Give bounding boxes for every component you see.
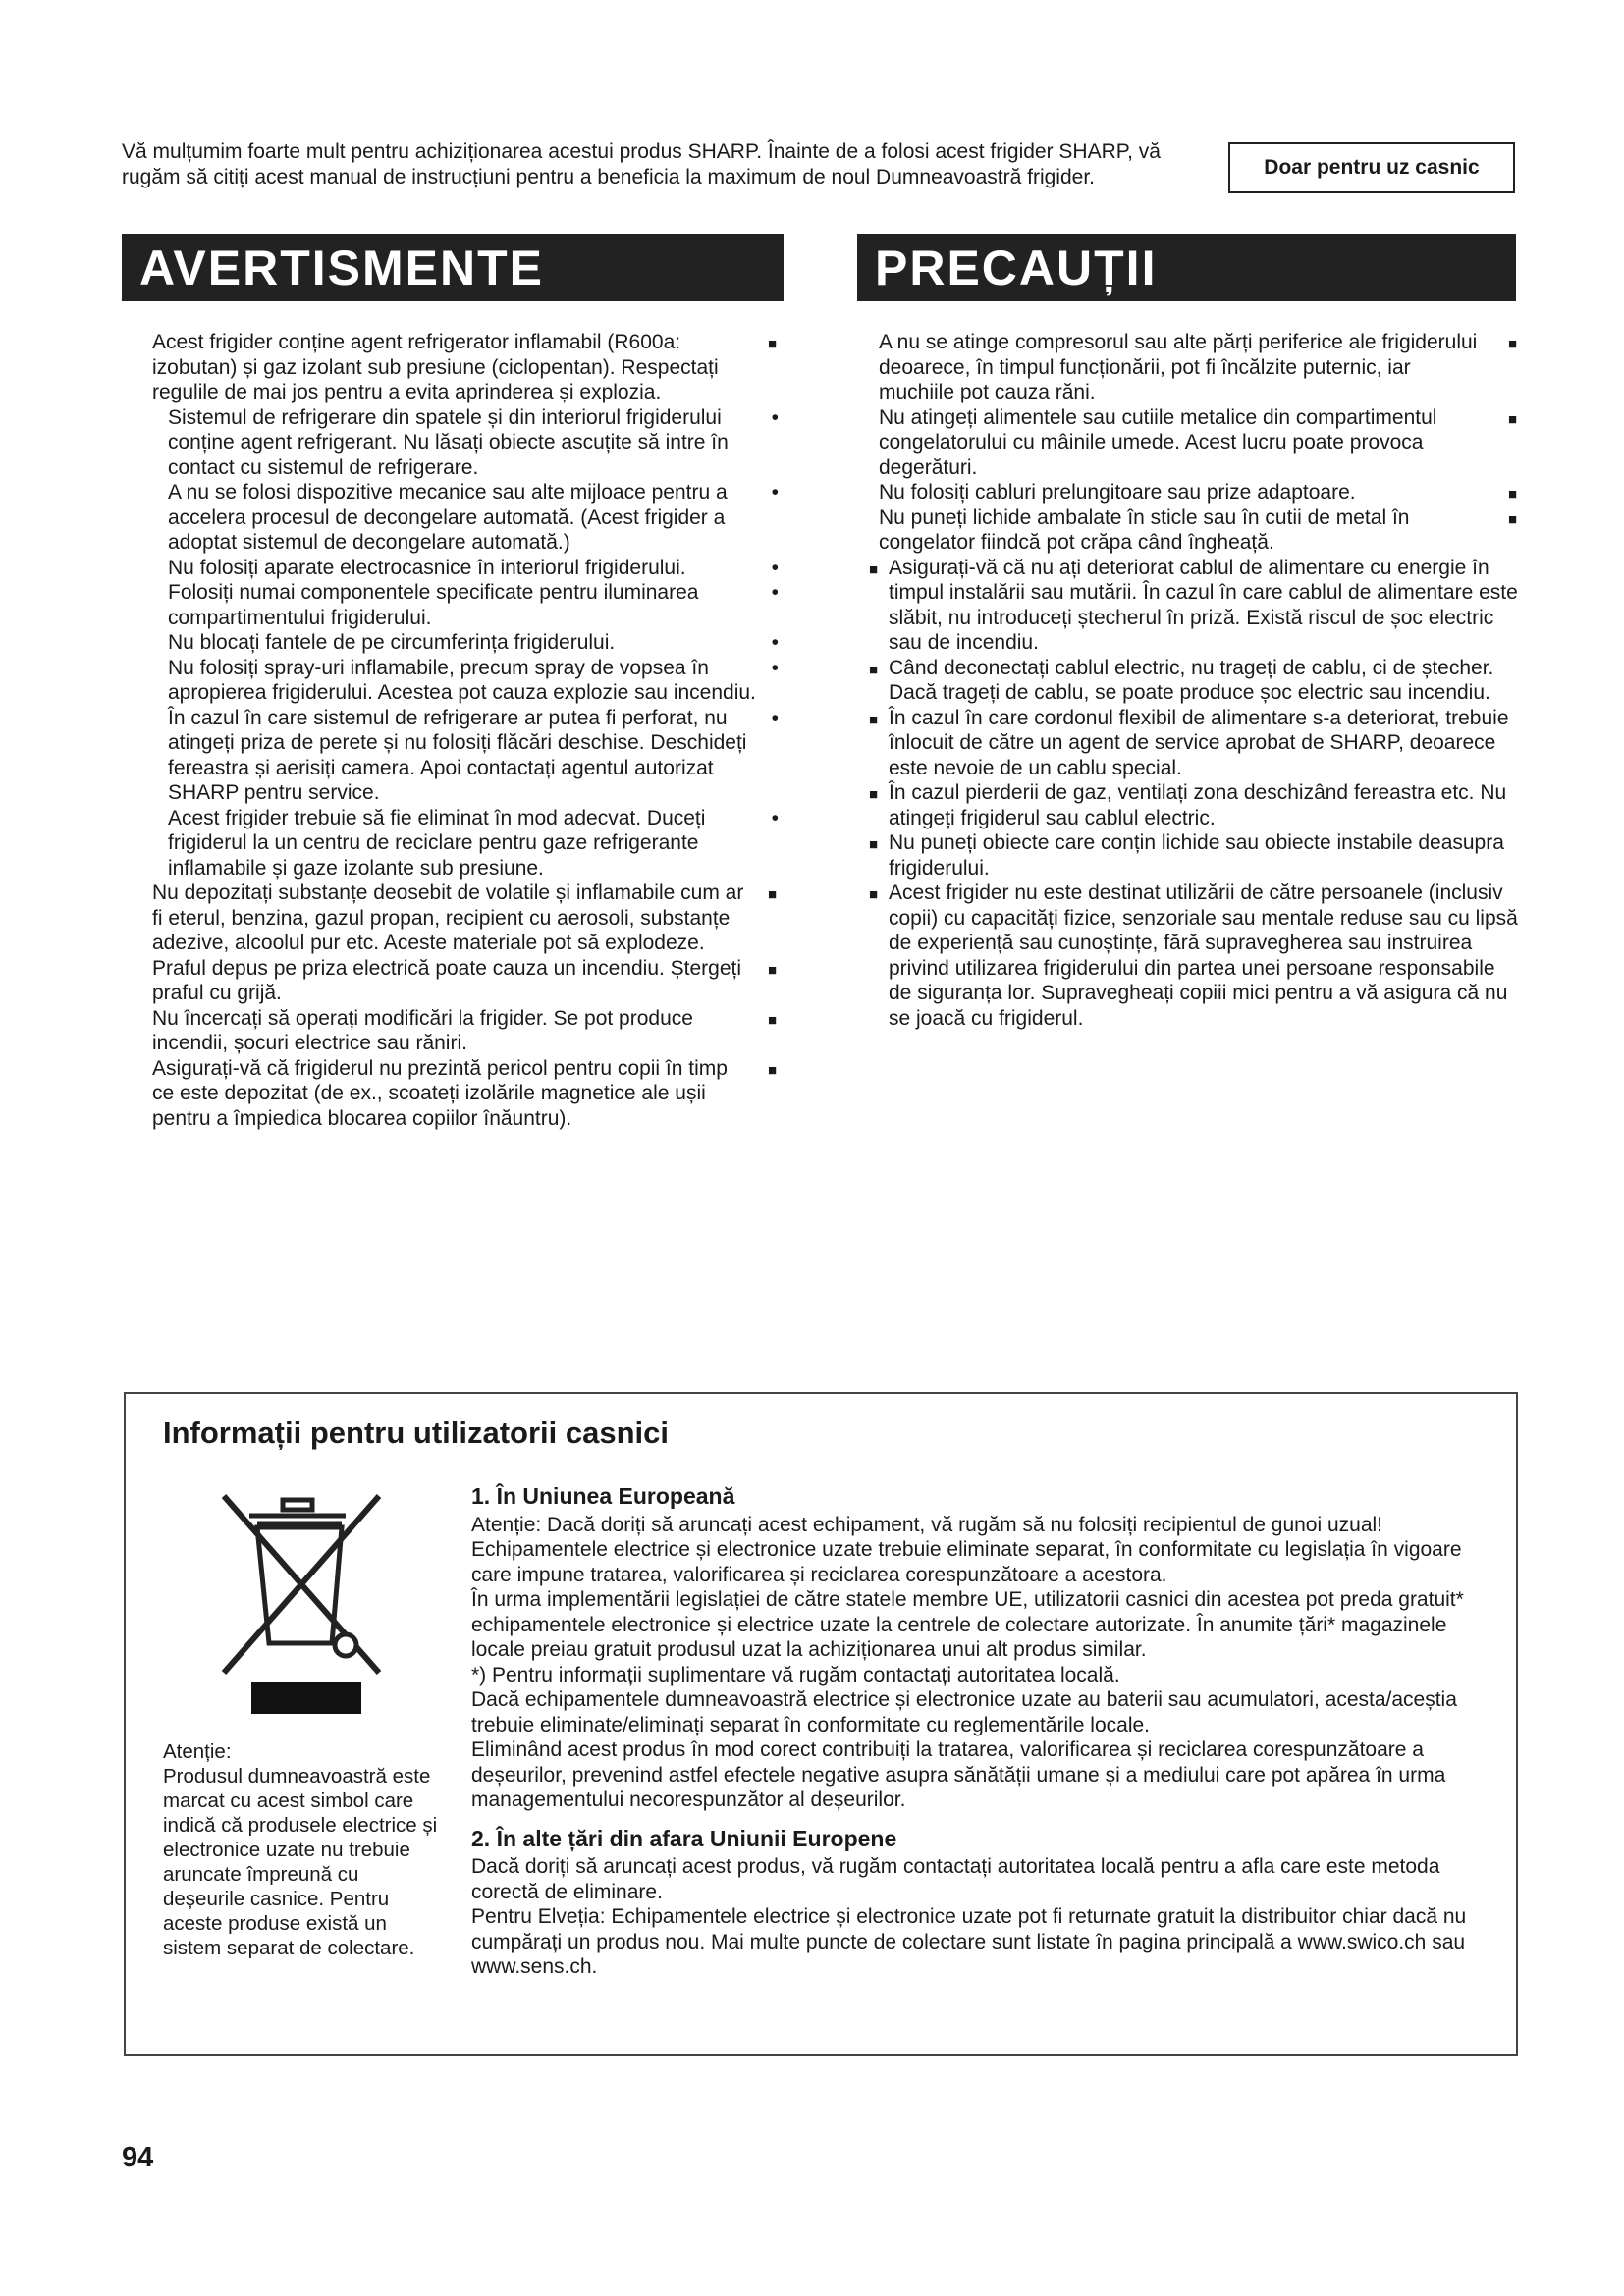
warning-item: Asigurați-vă că frigiderul nu prezintă pericol pentru copii în timp ce este depozitat (de ex., scoateți izolările magnetice ale ușii pentru a împiedica blocarea copiilor înăuntru). ■ bbox=[152, 1056, 777, 1130]
caution-label: Atenție: bbox=[163, 1740, 232, 1763]
section-paragraph: Atenție: Dacă doriți să aruncați acest echipament, vă rugăm să nu folosiți recipientul de gunoi uzual! bbox=[471, 1513, 1383, 1536]
bullet-square-icon: ■ bbox=[767, 1011, 777, 1029]
info-title: Informații pentru utilizatorii casnici bbox=[163, 1415, 670, 1450]
section-paragraph: Dacă doriți să aruncați acest produs, vă rugăm contactați autoritatea locală pentru a afla care este metoda corectă de eliminare. bbox=[471, 1855, 1440, 1903]
warning-item: Nu depozitați substanțe deosebit de volatile și inflamabile cum ar fi eterul, benzina, gazul propan, recipient cu aerosoli, substanțe adezive, alcoolul pur etc. Aceste materiale pot să explodeze. ■ bbox=[152, 881, 777, 954]
bullet-square-icon: ■ bbox=[1507, 510, 1517, 528]
disposal-sections bbox=[471, 1484, 1502, 1980]
bullet-square-icon: ■ bbox=[767, 336, 777, 352]
precaution-item: ■ Acest frigider nu este destinat utilizării de către persoanele (inclusiv copii) cu capacități fizice, senzoriale sau mentale reduse sau cu lipsă de experiență sau cunoștințe, fără supravegherea sau instruirea privind utilizarea frigiderului din partea unei persoane responsabile de siguranța lor. Supravegheați copiii mici pentru a vă asigura că nu se joacă cu frigiderul. bbox=[869, 881, 1518, 1030]
section-heading-non-eu: 2. În alte țări din afara Uniunii Europene bbox=[471, 1825, 897, 1851]
warnings-banner: AVERTISMENTE bbox=[122, 234, 784, 301]
precaution-item: ■ În cazul în care cordonul flexibil de alimentare s-a deteriorat, trebuie înlocuit de către un agent de service aprobat de SHARP, deoarece este nevoie de un cablu special. bbox=[869, 706, 1509, 779]
section-paragraph: În urma implementării legislației de către statele membre UE, utilizatorii casnici din acestea pot preda gratuit* echipamentele electronice și electrice uzate la centrele de colectare autorizate. În anumite țări* magazinele locale preiau gratuit produsul uzat la achiziționarea unui alt produs similar. bbox=[471, 1588, 1464, 1661]
bullet-square-icon: ■ bbox=[869, 786, 879, 803]
warning-item: Nu folosiți aparate electrocasnice în interiorul frigiderului. • bbox=[168, 556, 779, 579]
bullet-square-icon: ■ bbox=[869, 711, 879, 728]
bullet-square-icon: ■ bbox=[1507, 336, 1517, 352]
bullet-square-icon: ■ bbox=[869, 836, 879, 853]
bullet-square-icon: ■ bbox=[1507, 410, 1517, 428]
intro-text: Vă mulțumim foarte mult pentru achiziționarea acestui produs SHARP. Înainte de a folosi acest frigider SHARP, vă rugăm să citiți acest manual de instrucțiuni pentru a beneficia la maximum de noul Dumneavoastră frigider. bbox=[122, 140, 1161, 188]
warning-item: Nu blocați fantele de pe circumferința frigiderului. • bbox=[168, 631, 779, 654]
bullet-square-icon: ■ bbox=[767, 961, 777, 979]
warning-item: În cazul în care sistemul de refrigerare ar putea fi perforat, nu atingeți priza de perete și nu folosiți flăcări deschise. Deschideți fereastra și aerisiți camera. Apoi contactați agentul autorizat SHARP pentru service. • bbox=[168, 706, 779, 804]
warning-item: A nu se folosi dispozitive mecanice sau alte mijloace pentru a accelera procesul de decongelare automată. (Acest frigider a adoptat sistemul de decongelare automată.) • bbox=[168, 481, 779, 554]
marking-bar bbox=[251, 1682, 361, 1714]
precautions-list bbox=[869, 330, 1521, 1031]
precaution-item: Nu atingeți alimentele sau cutiile metalice din compartimentul congelatorului cu mâinile umede. Acest lucru poate provoca degerături. ■ bbox=[879, 405, 1517, 479]
warning-item: Acest frigider trebuie să fie eliminat în mod adecvat. Duceți frigiderul la un centru de reciclare pentru gaze refrigerante inflamabile și gaze izolante sub presiune. • bbox=[168, 806, 779, 880]
section-paragraph: Echipamentele electrice și electronice uzate trebuie eliminate separat, în conformitate cu legislația în vigoare care impune tratarea, valorificarea și reciclarea corespunzătoare a acestora. bbox=[471, 1538, 1462, 1586]
section-heading-eu: 1. În Uniunea Europeană bbox=[471, 1483, 735, 1509]
precaution-item: Nu puneți lichide ambalate în sticle sau în cutii de metal în congelator fiindcă pot crăpa când îngheață. ■ bbox=[879, 506, 1517, 554]
bullet-square-icon: ■ bbox=[869, 661, 879, 678]
bullet-dot-icon: • bbox=[771, 656, 779, 679]
caution-text: Produsul dumneavoastră este marcat cu acest simbol care indică că produsele electrice și electronice uzate nu trebuie aruncate împreună cu deșeurile casnice. Pentru aceste produse există un sistem separat de colectare. bbox=[163, 1765, 438, 1959]
precaution-item: ■ Când deconectați cablul electric, nu trageți de cablu, ci de ștecher. Dacă trageți de cablu, se poate produce șoc electric sau incendiu. bbox=[869, 656, 1494, 704]
warning-item: Sistemul de refrigerare din spatele și din interiorul frigiderului conține agent refrigerant. Nu lăsați obiecte ascuțite să intre în contact cu sistemul de refrigerare. • bbox=[168, 405, 779, 479]
bullet-square-icon: ■ bbox=[869, 561, 879, 578]
section-paragraph: Dacă echipamentele dumneavoastră electrice și electronice uzate au baterii sau acumulatori, acesta/aceștia trebuie eliminate/eliminați separat în conformitate cu reglementările locale. bbox=[471, 1688, 1457, 1736]
bullet-square-icon: ■ bbox=[869, 886, 879, 903]
crossed-out-wheelie-bin-icon bbox=[212, 1486, 389, 1682]
caution-note bbox=[163, 1739, 443, 1960]
warning-item: Nu folosiți spray-uri inflamabile, precum spray de vopsea în apropierea frigiderului. Acestea pot cauza explozie sau incendiu. • bbox=[168, 656, 779, 704]
page-number: 94 bbox=[122, 2142, 154, 2173]
bullet-dot-icon: • bbox=[771, 806, 779, 829]
precaution-item: ■ Asigurați-vă că nu ați deteriorat cablul de alimentare cu energie în timpul instalării sau mutării. În cazul în care cablul de alimentare este slăbit, nu introduceți ștecherul în priză. Există riscul de șoc electric sau de incendiu. bbox=[869, 556, 1518, 654]
warning-item: Praful depus pe priza electrică poate cauza un incendiu. Ștergeți praful cu grijă. ■ bbox=[152, 956, 777, 1004]
bullet-square-icon: ■ bbox=[1507, 486, 1517, 503]
bullet-square-icon: ■ bbox=[767, 886, 777, 903]
warning-item: Acest frigider conține agent refrigerator inflamabil (R600a: izobutan) și gaz izolant sub presiune (ciclopentan). Respectați regulile de mai jos pentru a evita aprinderea și explozia. ■ bbox=[152, 331, 777, 403]
precautions-banner: PRECAUȚII bbox=[857, 234, 1516, 301]
precaution-item: ■ În cazul pierderii de gaz, ventilați zona deschizând fereastra etc. Nu atingeți frigiderul sau cablul electric. bbox=[869, 781, 1507, 829]
precaution-item: Nu folosiți cabluri prelungitoare sau prize adaptoare. ■ bbox=[879, 480, 1521, 506]
warning-item: Nu încercați să operați modificări la frigider. Se pot produce incendii, șocuri electrice sau răniri. ■ bbox=[152, 1006, 777, 1054]
section-paragraph: Pentru Elveția: Echipamentele electrice și electronice uzate pot fi returnate gratuit la distribuitor chiar dacă nu cumpărați un produs nou. Mai multe puncte de colectare sunt listate în pagina principală a www.swico.ch sau www.sens.ch. bbox=[471, 1905, 1467, 1978]
warning-item: Folosiți numai componentele specificate pentru iluminarea compartimentului frigiderului. • bbox=[168, 581, 779, 629]
bullet-dot-icon: • bbox=[771, 405, 779, 429]
bullet-dot-icon: • bbox=[771, 556, 779, 579]
bullet-dot-icon: • bbox=[771, 706, 779, 729]
bullet-dot-icon: • bbox=[771, 631, 779, 654]
warnings-list bbox=[152, 330, 781, 1131]
bullet-dot-icon: • bbox=[771, 481, 779, 504]
section-paragraph: Eliminând acest produs în mod corect contribuiți la tratarea, valorificarea și reciclarea corespunzătoare a deșeurilor, prevenind astfel efectele negative asupra sănătății umane și a mediului care pot apărea în urma managementului necorespunzător al deșeurilor. bbox=[471, 1738, 1446, 1811]
bullet-dot-icon: • bbox=[771, 581, 779, 604]
bullet-square-icon: ■ bbox=[767, 1061, 777, 1079]
precaution-item: ■ Nu puneți obiecte care conțin lichide sau obiecte instabile deasupra frigiderului. bbox=[869, 831, 1504, 880]
domestic-use-label: Doar pentru uz casnic bbox=[1228, 142, 1515, 193]
section-paragraph: *) Pentru informații suplimentare vă rugăm contactați autoritatea locală. bbox=[471, 1663, 1120, 1686]
household-info-box bbox=[124, 1392, 1518, 2056]
precaution-item: A nu se atinge compresorul sau alte părți periferice ale frigiderului deoarece, în timpul funcționării, pot fi încălzite puternic, iar muchiile pot cauza răni. ■ bbox=[879, 331, 1517, 403]
